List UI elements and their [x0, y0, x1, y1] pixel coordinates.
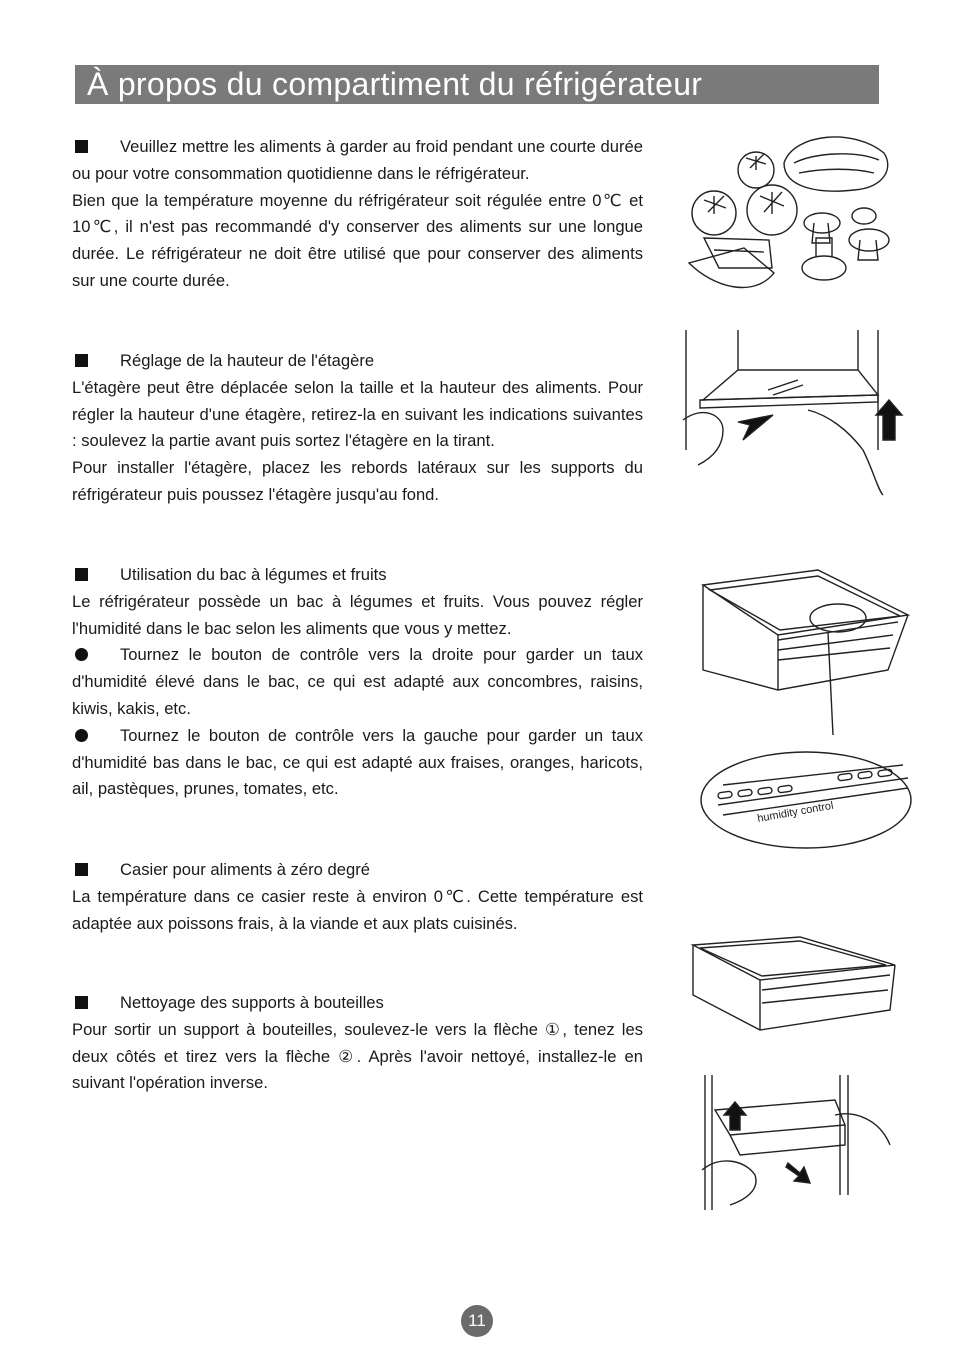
square-bullet-icon — [75, 354, 88, 367]
section-paragraph: Bien que la température moyenne du réfrigérateur soit régulée entre 0℃ et 10℃, il n'est pas recommandé d'y conserver des aliments sur une longue durée. Le réfrigérateur ne doit être utilisé que pour conserver des aliments sur une courte durée. — [72, 190, 643, 290]
section-crisper — [72, 562, 643, 803]
section-heading: Utilisation du bac à légumes et fruits — [72, 562, 643, 589]
humidity-control-label: humidity control — [756, 799, 835, 825]
bullet-item: Tournez le bouton de contrôle vers la droite pour garder un taux d'humidité élevé dans le bac, ce qui est adapté aux concombres, raisins, kiwis, kakis, etc. — [72, 645, 643, 718]
round-bullet-icon — [75, 729, 88, 742]
square-bullet-icon — [75, 996, 88, 1009]
section-heading: Réglage de la hauteur de l'étagère — [72, 348, 643, 375]
section-paragraph: Pour installer l'étagère, placez les rebords latéraux sur les supports du réfrigérateur puis poussez l'étagère jusqu'au fond. — [72, 458, 643, 504]
section-heading: Casier pour aliments à zéro degré — [72, 857, 643, 884]
section-heading: Nettoyage des supports à bouteilles — [72, 990, 643, 1017]
section-heading: Veuillez mettre les aliments à garder au froid pendant une courte durée ou pour votre consommation quotidienne dans le réfrigérateur. — [72, 137, 643, 183]
square-bullet-icon — [75, 863, 88, 876]
crisper-drawer-illustration — [698, 560, 913, 855]
zero-degree-box-illustration — [690, 935, 900, 1035]
round-bullet-icon — [75, 648, 88, 661]
page-number: 11 — [461, 1305, 493, 1337]
shelf-illustration — [678, 330, 908, 500]
section-food-storage — [72, 134, 643, 295]
section-zero-degree — [72, 857, 643, 937]
section-paragraph: Pour sortir un support à bouteilles, soulevez-le vers la flèche ①, tenez les deux côtés et tirez vers la flèche ②. Après l'avoir nettoyé, installez-le en suivant l'opération inverse. — [72, 1019, 643, 1093]
section-bottle-rack — [72, 990, 643, 1097]
section-paragraph: Le réfrigérateur possède un bac à légumes et fruits. Vous pouvez régler l'humidité dans le bac selon les aliments que vous y mettez. — [72, 591, 643, 638]
section-paragraph: L'étagère peut être déplacée selon la taille et la hauteur des aliments. Pour régler la hauteur d'une étagère, retirez-la en suivant les indications suivantes : soulevez la partie avant puis sortez l'étagère en la tirant. — [72, 377, 643, 451]
page-title: À propos du compartiment du réfrigérateur — [75, 65, 879, 104]
bullet-item: Tournez le bouton de contrôle vers la gauche pour garder un taux d'humidité bas dans le bac, ce qui est adapté aux fraises, oranges, haricots, ail, pastèques, prunes, tomates, etc. — [72, 725, 643, 799]
bottle-rack-illustration — [700, 1075, 895, 1215]
section-shelf-height — [72, 348, 643, 509]
square-bullet-icon — [75, 568, 88, 581]
food-illustration — [684, 128, 914, 303]
square-bullet-icon — [75, 140, 88, 153]
section-paragraph: La température dans ce casier reste à environ 0℃. Cette température est adaptée aux poissons frais, à la viande et aux plats cuisinés. — [72, 886, 643, 933]
